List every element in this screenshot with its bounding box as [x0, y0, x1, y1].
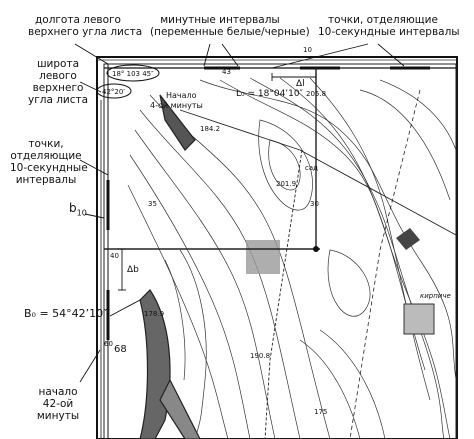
num-30: 30 — [310, 200, 319, 208]
ravine-hatching — [140, 95, 200, 439]
annotation-ten-sec-top: точки, отделяющие 10-секундные интервалы — [318, 14, 460, 38]
target-point — [313, 246, 319, 252]
lon-value-text: L₀ = 18°04’10″ — [236, 89, 303, 99]
dark-diamond — [396, 228, 420, 250]
delta-b-text: Δb — [127, 265, 139, 275]
num-60: 60 — [104, 340, 113, 348]
annotation-b0-formula: B₀ = 54°42’10″ — [24, 307, 108, 320]
num-10: 10 — [303, 46, 312, 54]
num-35: 35 — [148, 200, 157, 208]
annotation-minute-intervals: минутные интервалы (переменные белые/черные) — [150, 14, 310, 38]
delta-l-text: Δl — [296, 79, 305, 89]
annotation-lon-corner: долгота левого верхнего угла листа — [28, 14, 143, 38]
spot-elevation-6: 175 — [314, 408, 328, 416]
stipple-patch — [246, 240, 280, 274]
spot-elevation-1: 205.8 — [306, 90, 327, 98]
village-name: кирпиче — [420, 292, 451, 300]
num-40: 40 — [110, 252, 119, 260]
annotation-b10: $b_{10}$ — [69, 201, 87, 218]
corner-lon-text: 18° 103 45″ — [112, 70, 154, 78]
annotation-start-42: начало 42-ой минуты — [36, 386, 80, 422]
orchard-block — [404, 304, 434, 334]
spot-elevation-5: 184.2 — [200, 125, 221, 133]
spot-elevation-4: 178.9 — [144, 310, 165, 318]
annotation-ten-sec-left: точки, отделяющие 10-секундные интервалы — [10, 138, 88, 186]
garden-label: сад — [305, 164, 318, 172]
start-4min-line1: Начало — [166, 91, 197, 100]
corner-lat-text: 42°20′ — [102, 88, 125, 96]
num-43: 43 — [222, 68, 231, 76]
start-4min-line2: 4-ой минуты — [150, 101, 203, 110]
delta-b-arrow — [118, 249, 126, 290]
spot-elevation-3: 190.8 — [250, 352, 271, 360]
delta-l-arrow — [272, 73, 316, 81]
spot-elevation-2: 201.9 — [276, 180, 297, 188]
num-68: 68 — [114, 344, 127, 355]
annotation-lat-corner: широта левого верхнего угла листа — [28, 58, 89, 106]
